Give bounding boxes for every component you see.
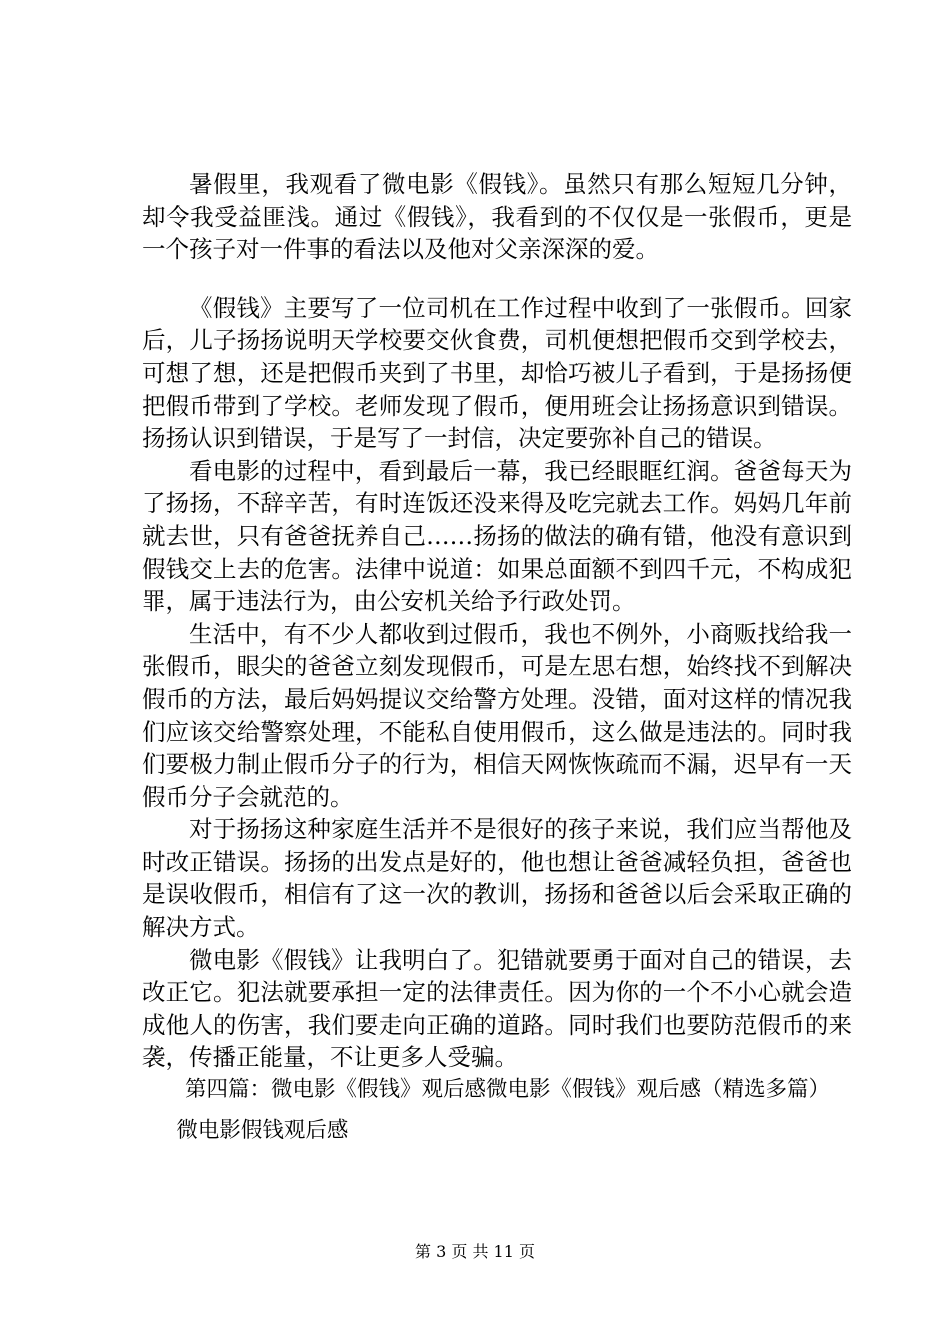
paragraph-feelings: 看电影的过程中，看到最后一幕，我已经眼眶红润。爸爸每天为了扬扬，不辞辛苦，有时连饭还没来得及吃完就去工作。妈妈几年前就去世，只有爸爸抚养自己……扬扬的做法的确有错，他没有意识到假钱交上去的危害。法律中说道：如果总面额不到四千元，不构成犯罪，属于违法行为，由公安机关给予行政处罚。 (142, 456, 852, 616)
paragraph-intro: 暑假里，我观看了微电影《假钱》。虽然只有那么短短几分钟，却令我受益匪浅。通过《假钱》，我看到的不仅仅是一张假币，更是一个孩子对一件事的看法以及他对父亲深深的爱。 (142, 170, 852, 264)
paragraph-family: 对于扬扬这种家庭生活并不是很好的孩子来说，我们应当帮他及时改正错误。扬扬的出发点是好的，他也想让爸爸减轻负担，爸爸也是误收假币，相信有了这一次的教训，扬扬和爸爸以后会采取正确的解决方式。 (142, 815, 852, 942)
document-body (142, 168, 852, 1147)
paragraph-conclusion: 微电影《假钱》让我明白了。犯错就要勇于面对自己的错误，去改正它。犯法就要承担一定的法律责任。因为你的一个不小心就会造成他人的伤害，我们要走向正确的道路。同时我们也要防范假币的来袭，传播正能量，不让更多人受骗。 (142, 945, 852, 1072)
page-number-footer: 第 3 页 共 11 页 (415, 1242, 535, 1261)
paragraph-summary: 《假钱》主要写了一位司机在工作过程中收到了一张假币。回家后，儿子扬扬说明天学校要交伙食费，司机便想把假币交到学校去，可想了想，还是把假币夹到了书里，却恰巧被儿子看到，于是扬扬便把假币带到了学校。老师发现了假币，便用班会让扬扬意识到错误。扬扬认识到错误，于是写了一封信，决定要弥补自己的错误。 (142, 293, 852, 453)
paragraph-life: 生活中，有不少人都收到过假币，我也不例外，小商贩找给我一张假币，眼尖的爸爸立刻发现假币，可是左思右想，始终找不到解决假币的方法，最后妈妈提议交给警方处理。没错，面对这样的情况我们应该交给警察处理，不能私自使用假币，这么做是违法的。同时我们要极力制止假币分子的行为，相信天网恢恢疏而不漏，迟早有一天假币分子会就范的。 (142, 619, 852, 811)
section-subheading: 微电影假钱观后感 (176, 1117, 349, 1143)
section-heading: 第四篇：微电影《假钱》观后感微电影《假钱》观后感（精选多篇） (185, 1077, 831, 1103)
